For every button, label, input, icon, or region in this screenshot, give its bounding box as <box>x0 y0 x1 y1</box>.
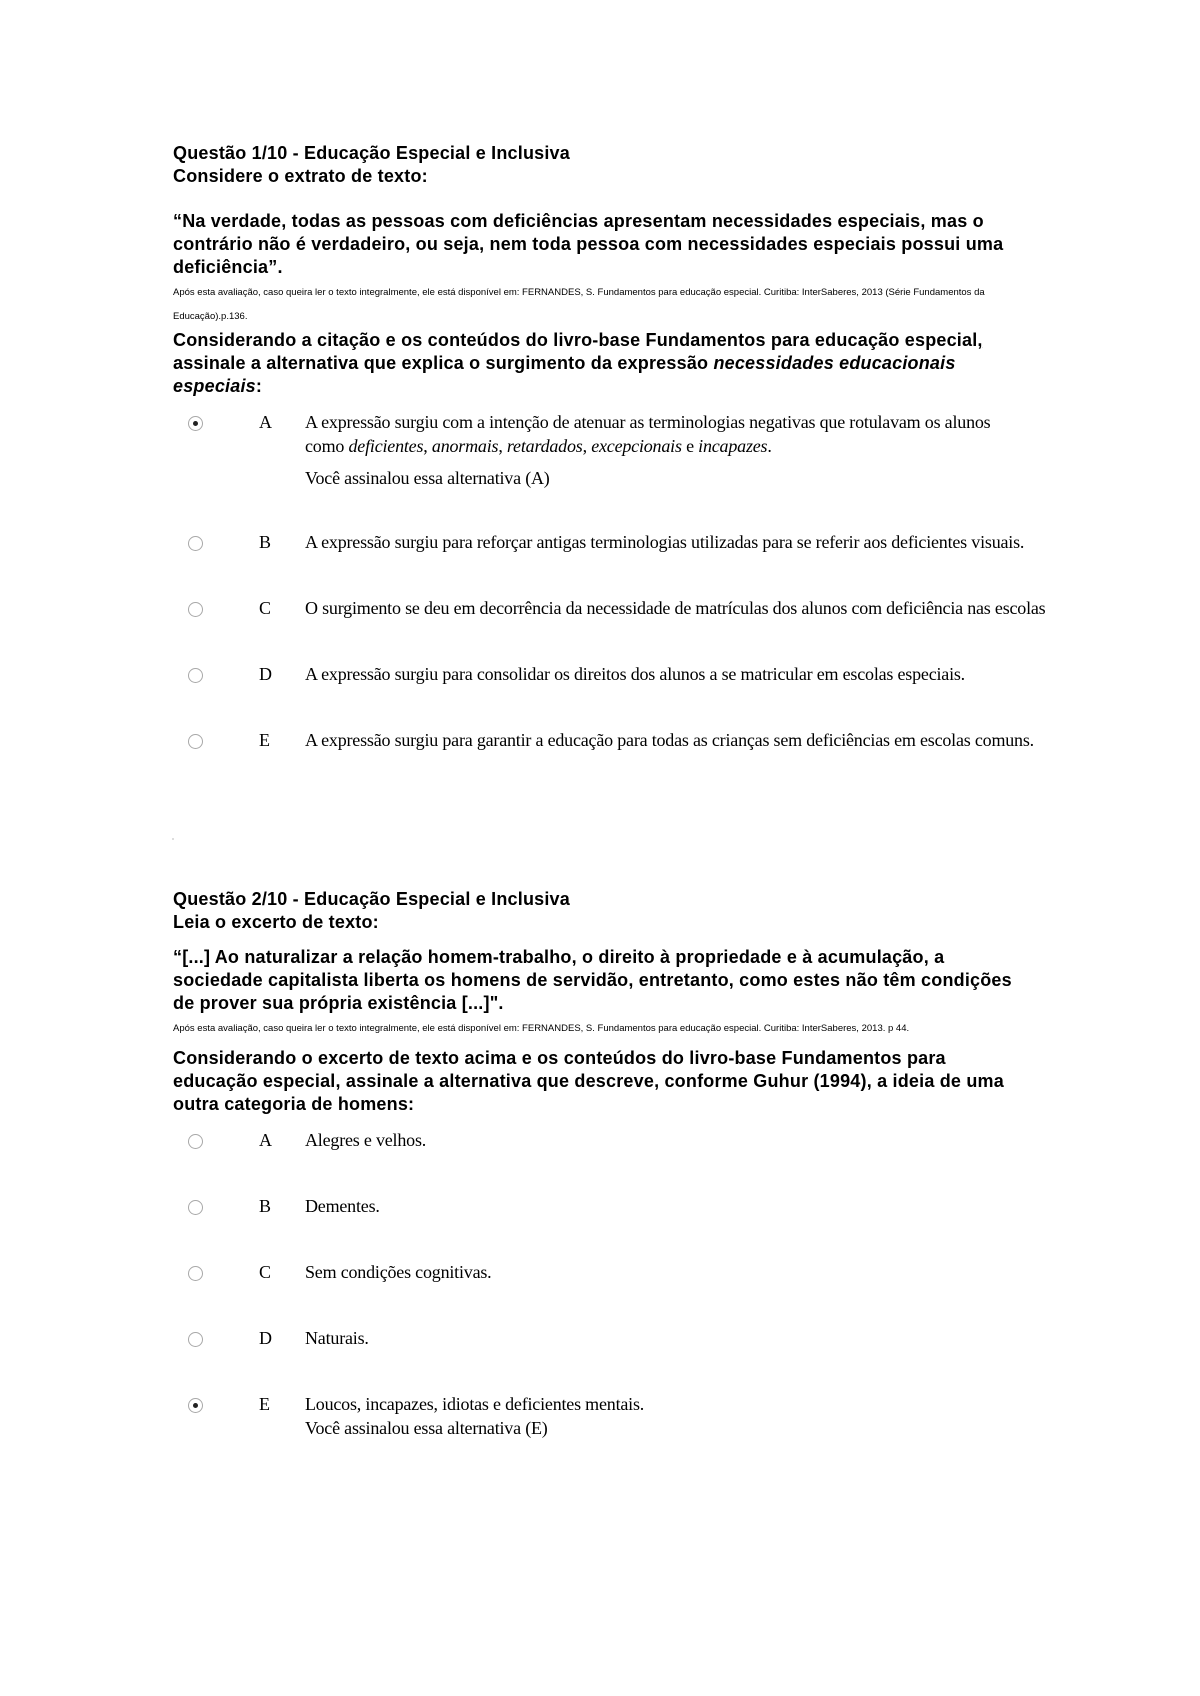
option-letter: E <box>259 730 270 750</box>
selected-note: Você assinalou essa alternativa (A) <box>305 468 550 488</box>
option-d[interactable] <box>173 662 1193 728</box>
option-text-line: Loucos, incapazes, idiotas e deficientes mentais. <box>305 1394 645 1414</box>
option-text: A expressão surgiu para reforçar antigas terminologias utilizadas para se referir aos deficientes visuais. <box>305 532 1025 552</box>
prompt-end: : <box>255 376 263 396</box>
radio-icon[interactable] <box>188 602 203 617</box>
radio-icon[interactable] <box>188 1332 203 1347</box>
option-letter: D <box>259 1328 272 1348</box>
prompt-underlined-comma: , <box>977 330 983 350</box>
option-b[interactable] <box>173 530 1193 596</box>
italic-term: excepcionais <box>591 436 682 456</box>
question-2 <box>173 888 1193 1458</box>
quote-source: Após esta avaliação, caso queira ler o texto integralmente, ele está disponível em: FERNANDES, S. Fundamentos para educação especial. Curitiba: InterSaberes, 2013. p 44. <box>173 1023 910 1034</box>
quote-source: Após esta avaliação, caso queira ler o texto integralmente, ele está disponível em: FERNANDES, S. Fundamentos para educação especial. Curitiba: InterSaberes, 2013 (Série Fundamentos da Educação).p.136. <box>173 287 985 322</box>
option-text: Sem condições cognitivas. <box>305 1262 492 1282</box>
radio-icon[interactable] <box>188 1134 203 1149</box>
option-letter: D <box>259 664 272 684</box>
option-text: Naturais. <box>305 1328 369 1348</box>
radio-icon[interactable] <box>188 536 203 551</box>
option-text: A expressão surgiu para garantir a educação para todas as crianças sem deficiências em escolas comuns. <box>305 730 1034 750</box>
question-title: Questão 1/10 - Educação Especial e Inclusiva <box>173 143 570 163</box>
italic-term: deficientes <box>348 436 424 456</box>
separator: , <box>423 436 432 456</box>
option-text: A expressão surgiu para consolidar os direitos dos alunos a se matricular em escolas especiais. <box>305 664 965 684</box>
option-e[interactable] <box>173 1392 1193 1458</box>
option-d[interactable] <box>173 1326 1193 1392</box>
prompt-text-mid: assinale a alternativa que explica o surgimento da expressão <box>173 353 714 373</box>
divider-mark <box>172 838 174 840</box>
separator: . <box>767 436 772 456</box>
option-letter: A <box>259 412 272 432</box>
option-c[interactable] <box>173 596 1193 662</box>
italic-term: retardados <box>506 436 583 456</box>
radio-selected-icon[interactable] <box>188 416 203 431</box>
answer-options <box>173 1128 1193 1458</box>
option-letter: A <box>259 1130 272 1150</box>
question-prompt: Considerando o excerto de texto acima e os conteúdos do livro-base Fundamentos para educação especial, assinale a alternativa que descreve, conforme Guhur (1994), a ideia de uma outra categoria de homens: <box>173 1048 1004 1114</box>
prompt-italic-term: necessidades educacionais especiais <box>173 353 956 396</box>
answer-options <box>173 410 1193 794</box>
separator: , <box>582 436 592 456</box>
prompt-text: Considerando a citação e os conteúdos do livro-base Fundamentos para educação especial <box>173 330 978 350</box>
option-text-line2: como <box>305 436 349 456</box>
option-b[interactable] <box>173 1194 1193 1260</box>
question-intro: Leia o excerto de texto: <box>173 912 379 932</box>
separator: , <box>498 436 507 456</box>
option-letter: E <box>259 1394 270 1414</box>
question-quote: “[...] Ao naturalizar a relação homem-trabalho, o direito à propriedade e à acumulação, a sociedade capitalista liberta os homens de servidão, entretanto, como estes não têm condições de prover sua própria existência [...]". <box>173 947 1012 1013</box>
option-letter: B <box>259 1196 272 1216</box>
option-text-line1: A expressão surgiu com a intenção de atenuar as terminologias negativas que rotulavam os alunos <box>305 412 991 432</box>
option-text: Alegres e velhos. <box>305 1130 427 1150</box>
radio-icon[interactable] <box>188 668 203 683</box>
option-a[interactable] <box>173 410 1193 530</box>
radio-selected-icon[interactable] <box>188 1398 203 1413</box>
option-letter: B <box>259 532 272 552</box>
option-text <box>305 410 990 490</box>
question-1 <box>173 142 1193 794</box>
option-a[interactable] <box>173 1128 1193 1194</box>
option-c[interactable] <box>173 1260 1193 1326</box>
separator: e <box>681 436 699 456</box>
option-letter: C <box>259 598 272 618</box>
radio-icon[interactable] <box>188 1200 203 1215</box>
option-text: O surgimento se deu em decorrência da necessidade de matrículas dos alunos com deficiência nas escolas <box>305 598 1046 618</box>
option-letter: C <box>259 1262 272 1282</box>
radio-icon[interactable] <box>188 1266 203 1281</box>
question-title: Questão 2/10 - Educação Especial e Inclusiva <box>173 889 570 909</box>
question-prompt <box>173 329 1033 398</box>
option-text <box>305 1392 644 1440</box>
italic-term: anormais <box>431 436 499 456</box>
option-e[interactable] <box>173 728 1193 794</box>
question-intro: Considere o extrato de texto: <box>173 166 428 186</box>
question-quote: “Na verdade, todas as pessoas com deficiências apresentam necessidades especiais, mas o contrário não é verdadeiro, ou seja, nem toda pessoa com necessidades especiais possui uma deficiência”. <box>173 211 1004 277</box>
radio-icon[interactable] <box>188 734 203 749</box>
option-text: Dementes. <box>305 1196 380 1216</box>
selected-note: Você assinalou essa alternativa (E) <box>305 1418 548 1438</box>
italic-term: incapazes <box>698 436 768 456</box>
